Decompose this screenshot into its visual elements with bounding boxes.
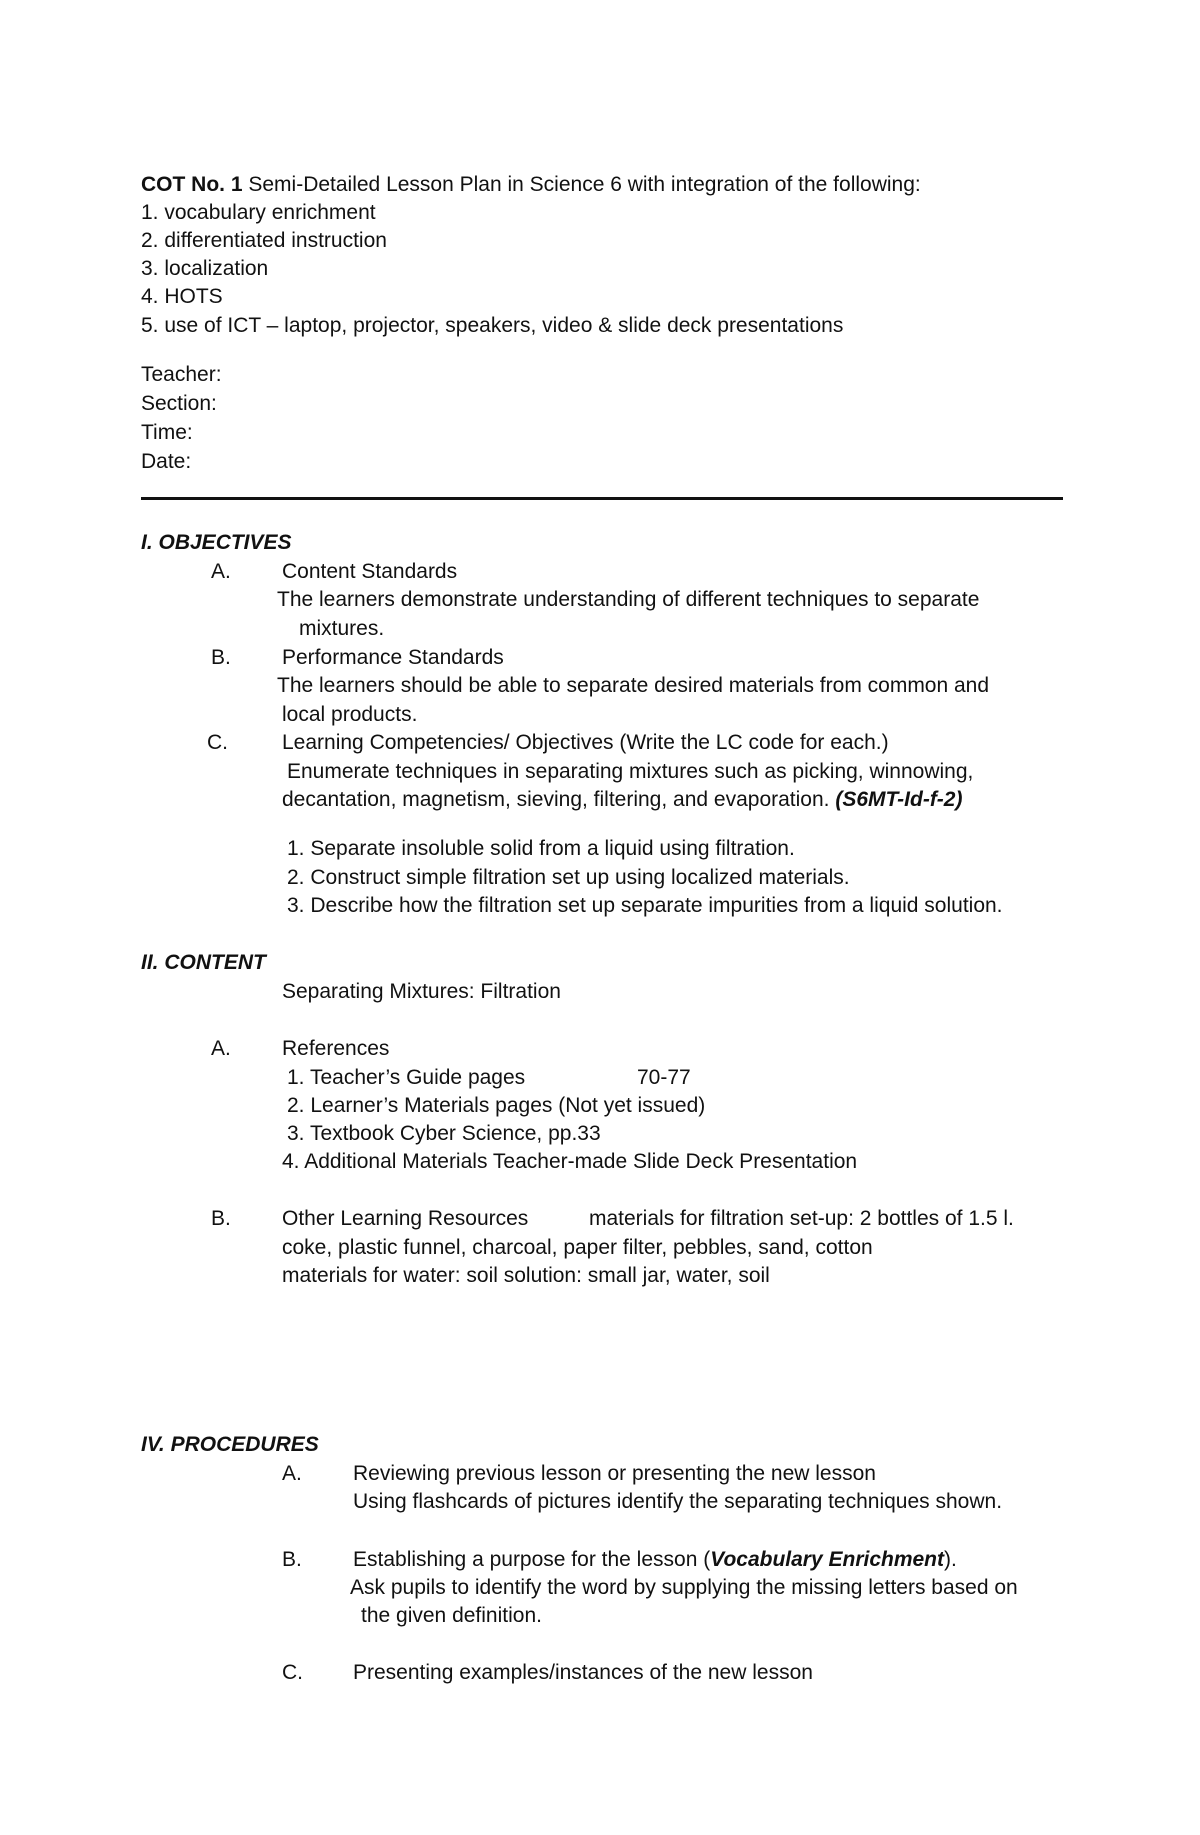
field-teacher: Teacher: — [141, 363, 222, 386]
other-resources-text: coke, plastic funnel, charcoal, paper filter, pebbles, sand, cotton — [282, 1236, 873, 1259]
procedure-b-label-pre: Establishing a purpose for the lesson ( — [353, 1548, 711, 1571]
content-standards-text: mixtures. — [299, 617, 385, 640]
reference-pages: 70-77 — [637, 1066, 691, 1089]
integration-item: 3. localization — [141, 257, 269, 280]
procedure-b-text: Ask pupils to identify the word by supplying the missing letters based on — [350, 1576, 1018, 1599]
vocabulary-enrichment-emphasis: Vocabulary Enrichment — [710, 1548, 945, 1571]
other-resources-letter: B. — [211, 1207, 231, 1230]
procedure-a-letter: A. — [282, 1462, 302, 1485]
performance-standards-label: Performance Standards — [282, 646, 504, 669]
lc-code: (S6MT-Id-f-2) — [835, 788, 963, 811]
objective-list-item: 1. Separate insoluble solid from a liquid using filtration. — [287, 837, 795, 860]
procedure-c-label: Presenting examples/instances of the new lesson — [353, 1661, 813, 1684]
title-bold: COT No. 1 — [141, 173, 243, 196]
procedure-b-text: the given definition. — [361, 1604, 542, 1627]
content-standards-text: The learners demonstrate understanding of different techniques to separate — [277, 588, 980, 611]
field-time: Time: — [141, 421, 193, 444]
integration-item: 2. differentiated instruction — [141, 229, 387, 252]
other-resources-text: materials for filtration set-up: 2 bottles of 1.5 l. — [589, 1207, 1014, 1230]
content-standards-label: Content Standards — [282, 560, 458, 583]
learning-competencies-text: Enumerate techniques in separating mixtures such as picking, winnowing, — [287, 760, 974, 783]
objective-b-letter: B. — [211, 646, 231, 669]
reference-item: 1. Teacher’s Guide pages — [287, 1066, 526, 1089]
integration-item: 4. HOTS — [141, 285, 223, 308]
integration-item: 1. vocabulary enrichment — [141, 201, 376, 224]
integration-item: 5. use of ICT – laptop, projector, speakers, video & slide deck presentations — [141, 314, 844, 337]
references-label: References — [282, 1037, 390, 1060]
procedure-b-label — [353, 1547, 957, 1573]
objective-c-letter: C. — [207, 731, 228, 754]
references-letter: A. — [211, 1037, 231, 1060]
procedure-b-letter: B. — [282, 1548, 302, 1571]
title-rest: Semi-Detailed Lesson Plan in Science 6 with integration of the following: — [242, 173, 921, 196]
field-date: Date: — [141, 450, 192, 473]
procedure-a-text: Using flashcards of pictures identify the separating techniques shown. — [353, 1490, 1003, 1513]
reference-item: 4. Additional Materials Teacher-made Slide Deck Presentation — [282, 1150, 858, 1173]
learning-competencies-text-rest: decantation, magnetism, sieving, filtering, and evaporation. — [282, 788, 836, 811]
field-section: Section: — [141, 392, 217, 415]
procedures-heading: IV. PROCEDURES — [141, 1433, 319, 1456]
learning-competencies-text — [282, 787, 962, 813]
performance-standards-text: local products. — [282, 703, 418, 726]
learning-competencies-label: Learning Competencies/ Objectives (Write the LC code for each.) — [282, 731, 889, 754]
procedure-a-label: Reviewing previous lesson or presenting the new lesson — [353, 1462, 876, 1485]
performance-standards-text: The learners should be able to separate desired materials from common and — [277, 674, 990, 697]
objectives-heading: I. OBJECTIVES — [141, 531, 292, 554]
procedure-b-label-post: ). — [944, 1548, 957, 1571]
objective-list-item: 2. Construct simple filtration set up using localized materials. — [287, 866, 850, 889]
horizontal-rule — [141, 497, 1063, 500]
objective-a-letter: A. — [211, 560, 231, 583]
content-topic: Separating Mixtures: Filtration — [282, 980, 561, 1003]
reference-item: 2. Learner’s Materials pages (Not yet issued) — [287, 1094, 706, 1117]
procedure-c-letter: C. — [282, 1661, 303, 1684]
other-resources-label: Other Learning Resources — [282, 1207, 529, 1230]
objective-list-item: 3. Describe how the filtration set up separate impurities from a liquid solution. — [287, 894, 1003, 917]
other-resources-text: materials for water: soil solution: small jar, water, soil — [282, 1264, 770, 1287]
reference-item: 3. Textbook Cyber Science, pp.33 — [287, 1122, 601, 1145]
content-heading: II. CONTENT — [141, 951, 266, 974]
document-title — [141, 172, 921, 198]
